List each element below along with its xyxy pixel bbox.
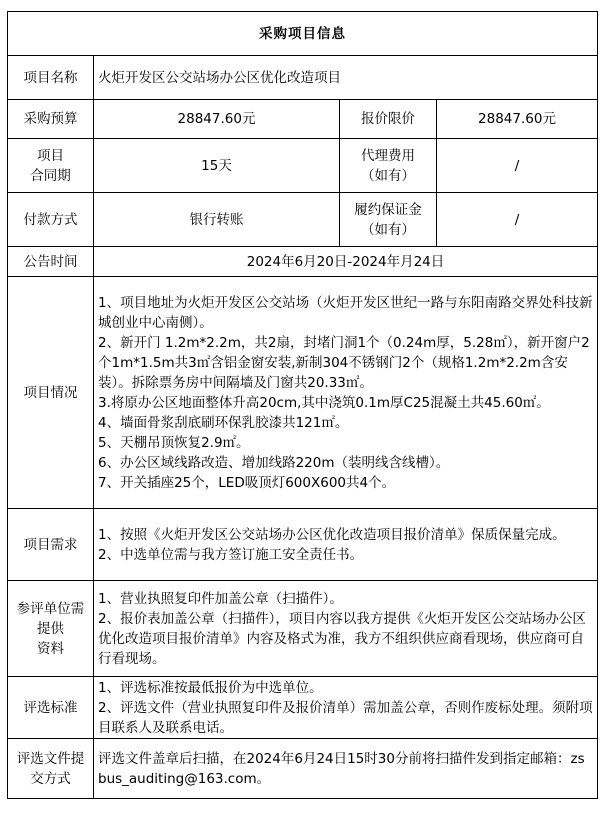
- project-situation-label: 项目情况: [8, 277, 94, 509]
- payment-method-label: 付款方式: [8, 193, 94, 247]
- performance-bond-label-line1: 履约保证金: [354, 201, 422, 218]
- contract-period-label-line1: 项目: [37, 147, 64, 164]
- project-name-value: 火炬开发区公交站场办公区优化改造项目: [94, 56, 598, 100]
- performance-bond-value: /: [437, 193, 598, 247]
- submission-method-label: [8, 739, 94, 799]
- criteria-item: 1、评选标准按最低报价为中选单位。: [98, 679, 323, 696]
- situation-item: 1、项目地址为火炬开发区公交站场（火炬开发区世纪一路与东阳南路交界处科技新城创业中心南侧）。: [98, 294, 593, 331]
- required-materials-label-line3: 资料: [37, 640, 64, 657]
- announcement-time-value: 2024年6月20日-2024年月24日: [94, 247, 598, 277]
- performance-bond-label: [340, 193, 437, 247]
- situation-item: 5、天棚吊顶恢复2.9㎡。: [98, 434, 250, 451]
- contract-period-label: [8, 139, 94, 193]
- requirement-item: 1、按照《火炬开发区公交站场办公区优化改造项目报价清单》保质保量完成。: [98, 526, 566, 543]
- table-title: 采购项目信息: [8, 12, 598, 56]
- project-requirements-content: [94, 509, 598, 581]
- agency-fee-value: /: [437, 139, 598, 193]
- budget-value: 28847.60元: [94, 100, 340, 139]
- payment-method-value: 银行转账: [94, 193, 340, 247]
- situation-item: 3.将原办公区地面整体升高20cm,其中浇筑0.1m厚C25混凝土共45.60㎡。: [98, 394, 550, 411]
- required-materials-label-line2: 提供: [37, 620, 64, 637]
- project-situation-content: [94, 277, 598, 509]
- required-materials-content: [94, 581, 598, 677]
- situation-item: 6、办公区域线路改造、增加线路220m（装明线含线槽）。: [98, 454, 450, 471]
- contract-period-value: 15天: [94, 139, 340, 193]
- agency-fee-label-line1: 代理费用: [361, 147, 415, 164]
- situation-item: 4、墙面骨浆刮底刷环保乳胶漆共121㎡。: [98, 414, 349, 431]
- evaluation-criteria-label: 评选标准: [8, 677, 94, 739]
- required-materials-label: [8, 581, 94, 677]
- agency-fee-label: [340, 139, 437, 193]
- submission-text: 评选文件盖章后扫描，在2024年6月24日15时30分前将扫描件发到指定邮箱：zsbus_auditing@163.com。: [98, 750, 585, 787]
- budget-label: 采购预算: [8, 100, 94, 139]
- project-name-label: 项目名称: [8, 56, 94, 100]
- performance-bond-label-line2: （如有）: [361, 221, 415, 238]
- material-item: 1、营业执照复印件加盖公章（扫描件）。: [98, 590, 343, 607]
- situation-item: 2、新开门 1.2m*2.2m，共2扇，封堵门洞1个（0.24m厚，5.28㎡），新开窗户2个1m*1.5m共3㎡含铝金窗安装,新制304不锈钢门2个（规格1.2m*2.2m含安装）。拆除票务房中间隔墙及门窗共20.33㎡。: [98, 334, 590, 391]
- criteria-item: 2、评选文件（营业执照复印件及报价清单）需加盖公章，否则作废标处理。须附项目联系人及联系电话。: [98, 699, 593, 736]
- procurement-info-table: [7, 11, 598, 799]
- requirement-item: 2、中选单位需与我方签订施工安全责任书。: [98, 546, 364, 563]
- project-requirements-label: 项目需求: [8, 509, 94, 581]
- submission-method-label-line1: 评选文件提: [16, 750, 85, 767]
- submission-method-label-line2: 交方式: [30, 770, 71, 787]
- price-limit-value: 28847.60元: [437, 100, 598, 139]
- contract-period-label-line2: 合同期: [30, 167, 71, 184]
- price-limit-label: 报价限价: [340, 100, 437, 139]
- situation-item: 7、开关插座25个，LED吸顶灯600X600共4个。: [98, 474, 396, 491]
- evaluation-criteria-content: [94, 677, 598, 739]
- material-item: 2、报价表加盖公章（扫描件），项目内容以我方提供《火炬开发区公交站场办公区优化改造项目报价清单》内容及格式为准，我方不组织供应商看现场，供应商可自行看现场。: [98, 610, 586, 667]
- required-materials-label-line1: 参评单位需: [16, 600, 85, 617]
- agency-fee-label-line2: （如有）: [361, 167, 415, 184]
- submission-method-content: [94, 739, 598, 799]
- announcement-time-label: 公告时间: [8, 247, 94, 277]
